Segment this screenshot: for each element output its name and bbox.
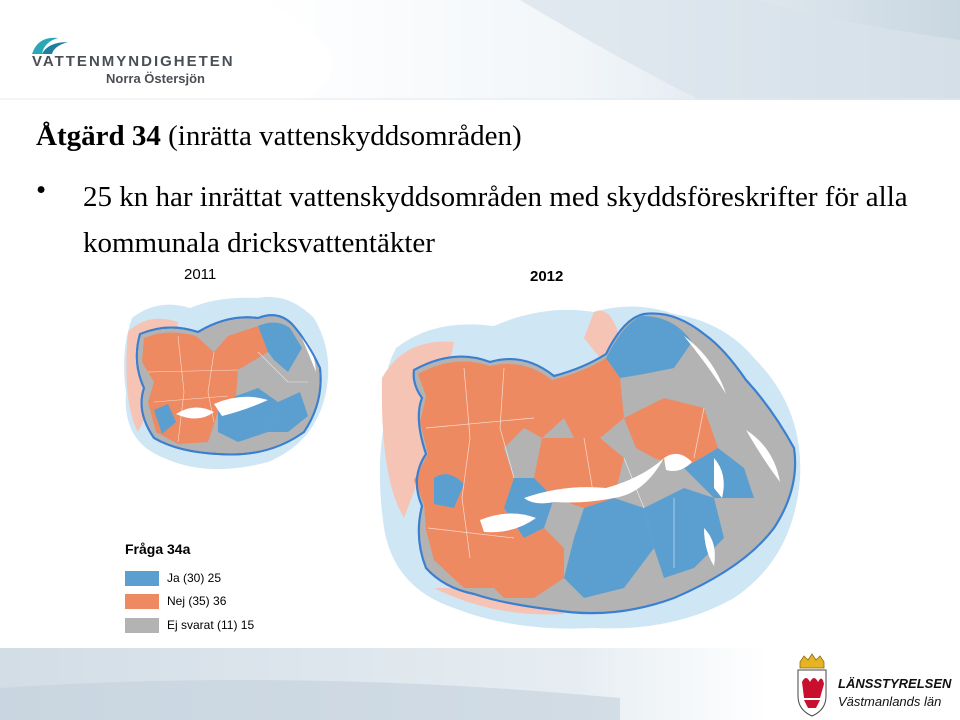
legend-label-ej-svarat: Ej svarat (11) 15 <box>167 618 255 632</box>
authority-name: LÄNSSTYRELSEN <box>838 676 952 691</box>
legend-title: Fråga 34a <box>125 541 191 557</box>
bullet-symbol: • <box>36 174 47 206</box>
legend-swatch-ej-svarat <box>125 618 159 633</box>
title-bold: Åtgärd 34 <box>36 120 161 152</box>
org-region: Norra Östersjön <box>106 71 205 86</box>
legend-item-ej-svarat <box>125 618 325 633</box>
map-2011 <box>118 292 336 472</box>
legend-label-nej: Nej (35) 36 <box>167 594 227 608</box>
page-title <box>36 120 522 153</box>
map-2012 <box>374 298 814 632</box>
legend-swatch-ja <box>125 571 159 586</box>
legend-swatch-nej <box>125 594 159 609</box>
legend-item-ja <box>125 571 325 586</box>
org-name: VATTENMYNDIGHETEN <box>32 53 235 70</box>
map-2012-label: 2012 <box>530 268 564 285</box>
bullet-text: 25 kn har inrättat vattenskyddsområden med skyddsföreskrifter för alla kommunala dricksvattentäkter <box>83 181 908 259</box>
map-2011-label: 2011 <box>184 266 217 283</box>
authority-region: Västmanlands län <box>838 694 942 709</box>
lansstyrelsen-crest-icon <box>792 652 832 718</box>
legend-label-ja: Ja (30) 25 <box>167 571 222 585</box>
title-rest: (inrätta vattenskyddsområden) <box>168 120 522 152</box>
legend-item-nej <box>125 594 325 609</box>
